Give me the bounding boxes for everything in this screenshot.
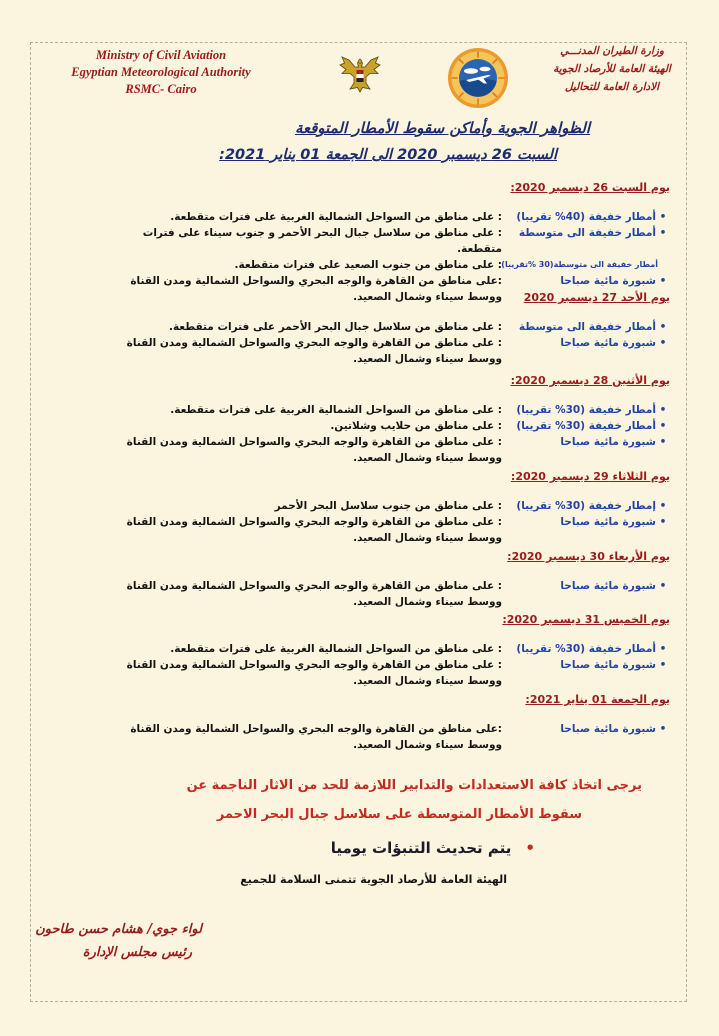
day-heading: يوم الأربعاء 30 ديسمبر 2020:	[507, 550, 670, 563]
eagle-emblem-icon	[338, 54, 382, 94]
bullet-icon: •	[659, 420, 667, 432]
day-section-tue-29	[95, 470, 670, 546]
day-section-sat-26	[95, 181, 670, 305]
phenomenon	[510, 335, 670, 351]
phenomenon-text: أمطار خفيفة (40% تقريبا)	[516, 211, 656, 223]
phenomenon-text: شبورة مائية صباحا	[560, 659, 656, 671]
daily-update-note	[331, 838, 535, 858]
day-heading: يوم الثلاثاء 29 ديسمبر 2020:	[510, 470, 670, 483]
advisory-line-2: سقوط الأمطار المتوسطة على سلاسل جبال البحر الاحمر	[216, 807, 582, 822]
bullet-icon: •	[659, 659, 667, 671]
day-section-sun-27	[95, 291, 670, 367]
day-heading: يوم السبت 26 ديسمبر 2020:	[510, 181, 670, 194]
day-heading: يوم الجمعة 01 يناير 2021:	[525, 693, 670, 706]
phenomenon-text: أمطار خفيفة (30% تقريبا)	[516, 643, 656, 655]
location-text: :على مناطق من القاهرة والوجه البحري والسواحل الشمالية ومدن القناة ووسط سيناء وشمال الصعيد.	[130, 275, 502, 303]
forecast-row	[95, 578, 670, 610]
location-text: : على مناطق من سلاسل جبال البحر الأحمر على فترات متقطعة.	[168, 321, 502, 333]
forecast-rows	[95, 641, 670, 689]
forecast-row	[95, 225, 670, 257]
day-section-thu-31	[95, 613, 670, 689]
forecast-row	[95, 498, 670, 514]
bullet-icon: •	[659, 337, 667, 349]
phenomenon-text: شبورة مائية صباحا	[560, 723, 656, 735]
header-english	[58, 47, 264, 98]
phenomenon	[510, 225, 670, 241]
bullet-icon: •	[659, 723, 667, 735]
phenomenon	[510, 273, 670, 289]
forecast-row	[95, 657, 670, 689]
signatory-name: لواء جوي/ هشام حسن طاحون	[35, 922, 202, 937]
phenomenon-text: أمطار خفيفة (30% تقريبا)	[516, 420, 656, 432]
page-title: الظواهر الجوية وأماكن سقوط الأمطار المتوقعة	[294, 119, 590, 137]
header-arabic	[538, 42, 686, 96]
phenomenon-text: أمطار خفيفة الى متوسطة	[518, 227, 656, 239]
phenomenon	[501, 257, 670, 273]
day-section-mon-28	[95, 374, 670, 466]
phenomenon	[510, 498, 670, 514]
day-heading: يوم الأحد 27 ديسمبر 2020	[523, 291, 670, 304]
bullet-icon: •	[659, 321, 667, 333]
phenomenon-text: شبورة مائية صباحا	[560, 436, 656, 448]
phenomenon	[510, 657, 670, 673]
forecast-rows	[95, 578, 670, 610]
ministry-name-ar: وزارة الطيران المدنـــي	[560, 45, 664, 57]
location-text: : على مناطق من السواحل الشمالية الغربية على فترات متقطعة.	[170, 211, 502, 223]
ministry-name-en: Ministry of Civil Aviation	[95, 48, 227, 62]
location-text: : على مناطق من القاهرة والوجه البحري والسواحل الشمالية ومدن القناة ووسط سيناء وشمال الصعيد.	[126, 659, 502, 687]
forecast-row	[95, 257, 670, 273]
day-section-fri-01	[95, 693, 670, 753]
location-text: : على مناطق من القاهرة والوجه البحري والسواحل الشمالية ومدن القناة ووسط سيناء وشمال الصعيد.	[126, 337, 502, 365]
phenomenon	[510, 402, 670, 418]
bullet-icon: •	[659, 643, 667, 655]
phenomenon	[510, 641, 670, 657]
forecast-row	[95, 721, 670, 753]
bullet-icon: •	[659, 580, 667, 592]
authority-name-en: Egyptian Meteorological Authority	[71, 65, 251, 79]
phenomenon-text: شبورة مائية صباحا	[560, 275, 656, 287]
phenomenon-text: إمطار خفيفة (30% تقريبا)	[516, 500, 656, 512]
forecast-row	[95, 514, 670, 546]
bullet-icon: •	[659, 516, 667, 528]
bullet-icon: •	[659, 275, 667, 287]
phenomenon-text: أمطار خفيفة الى متوسطة(30 %تقريبا)	[501, 260, 658, 269]
bullet-icon: •	[659, 436, 667, 448]
forecast-rows	[95, 721, 670, 753]
phenomenon-text: شبورة مائية صباحا	[560, 580, 656, 592]
daily-update-text: يتم تحديث التنبؤات يوميا	[330, 839, 512, 857]
bullet-icon: •	[659, 500, 667, 512]
phenomenon	[510, 418, 670, 434]
phenomenon	[510, 434, 670, 450]
rsmc-label: RSMC- Cairo	[125, 82, 197, 96]
bullet-icon: •	[659, 404, 667, 416]
forecast-row	[95, 335, 670, 367]
forecast-row	[95, 434, 670, 466]
location-text: : على مناطق من القاهرة والوجه البحري والسواحل الشمالية ومدن القناة ووسط سيناء وشمال الصعيد.	[126, 580, 502, 608]
phenomenon	[510, 319, 670, 335]
safety-wish: الهيئة العامة للأرصاد الجوية تتمنى السلامة للجميع	[240, 873, 507, 886]
forecast-row	[95, 319, 670, 335]
location-text: : على مناطق من القاهرة والوجه البحري والسواحل الشمالية ومدن القناة ووسط سيناء وشمال الصعيد.	[126, 516, 502, 544]
location-text: : على مناطق من جنوب الصعيد على فترات متقطعة.	[234, 259, 502, 271]
phenomenon-text: شبورة مائية صباحا	[560, 337, 656, 349]
period-subtitle: السبت 26 ديسمبر 2020 الى الجمعة 01 يناير 2021:	[219, 147, 557, 163]
day-heading: يوم الخميس 31 ديسمبر 2020:	[502, 613, 670, 626]
forecast-row	[95, 641, 670, 657]
bullet-icon: •	[525, 839, 535, 857]
bullet-icon: •	[659, 211, 667, 223]
phenomenon-text: أمطار خفيفة (30% تقريبا)	[516, 404, 656, 416]
department-name-ar: الادارة العامة للتحاليل	[564, 81, 660, 93]
advisory-line-1: يرجى اتخاذ كافة الاستعدادات والتدابير اللازمة للحد من الاثار الناجمة عن	[186, 778, 642, 793]
phenomenon-text: أمطار خفيفة الى متوسطة	[518, 321, 656, 333]
day-section-wed-30	[95, 550, 670, 610]
bullet-icon: •	[659, 227, 667, 239]
phenomenon	[510, 209, 670, 225]
forecast-rows	[95, 498, 670, 546]
location-text: :على مناطق من القاهرة والوجه البحري والسواحل الشمالية ومدن القناة ووسط سيناء وشمال الصعيد.	[130, 723, 502, 751]
location-text: : على مناطق من جنوب سلاسل البحر الأحمر	[274, 500, 502, 512]
forecast-rows	[95, 319, 670, 367]
authority-name-ar: الهيئة العامة للأرصاد الجوية	[553, 63, 671, 75]
ema-logo-icon	[447, 47, 509, 109]
forecast-row	[95, 209, 670, 225]
location-text: : على مناطق من السواحل الشمالية الغربية على فترات متقطعة.	[170, 643, 502, 655]
phenomenon	[510, 514, 670, 530]
location-text: : على مناطق من السواحل الشمالية الغربية على فترات متقطعة.	[170, 404, 502, 416]
phenomenon	[510, 578, 670, 594]
phenomenon	[510, 721, 670, 737]
forecast-rows	[95, 402, 670, 466]
forecast-row	[95, 418, 670, 434]
location-text: : على مناطق من سلاسل جبال البحر الأحمر و جنوب سيناء على فترات متقطعة.	[142, 227, 502, 255]
phenomenon-text: شبورة مائية صباحا	[560, 516, 656, 528]
location-text: : على مناطق من حلايب وشلاتين.	[330, 420, 502, 432]
signatory-title: رئيس مجلس الإدارة	[82, 945, 192, 960]
forecast-row	[95, 402, 670, 418]
location-text: : على مناطق من القاهرة والوجه البحري والسواحل الشمالية ومدن القناة ووسط سيناء وشمال الصعيد.	[126, 436, 502, 464]
day-heading: يوم الأثنين 28 ديسمبر 2020:	[510, 374, 670, 387]
